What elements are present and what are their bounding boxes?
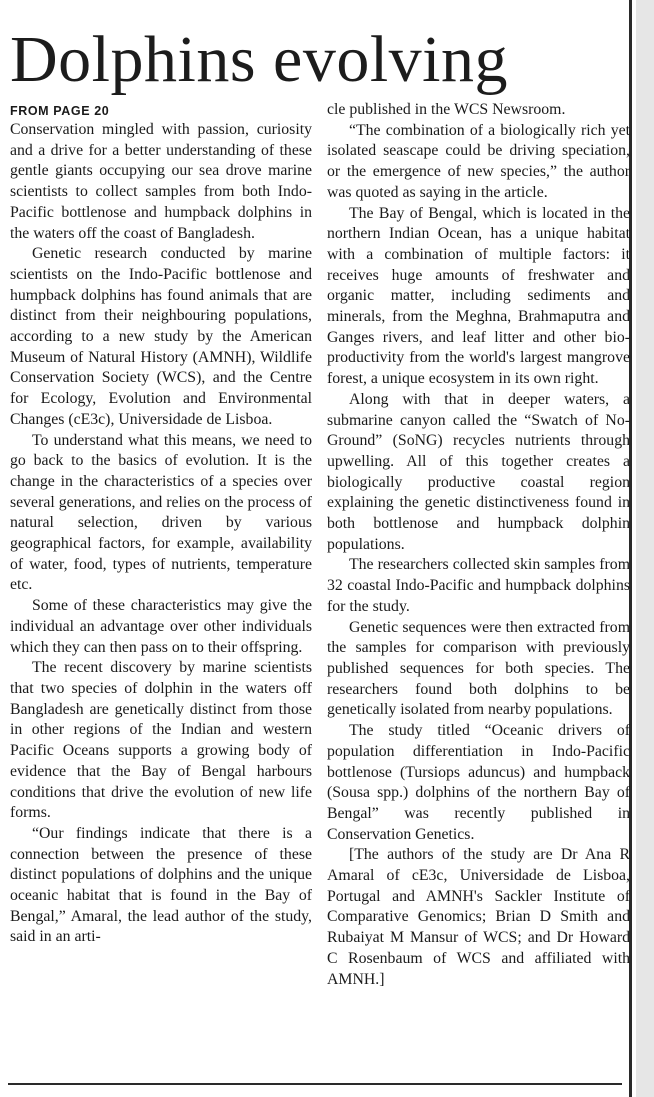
paragraph: The researchers collected skin samples from 32 coastal Indo-Pacific and humpback dolphins for the study.	[327, 556, 630, 615]
bottom-rule	[8, 1083, 622, 1085]
article-column-right	[327, 100, 630, 990]
paragraph: “Our findings indicate that there is a connection between the presence of these distinct populations of dolphins and the unique oceanic habitat that is found in the Bay of Bengal,” Amaral, the lead author of the study, said in an arti-	[10, 824, 312, 946]
paragraph: Conservation mingled with passion, curiosity and a drive for a better understanding of these gentle giants occupying our sea drove marine scientists to collect samples from both Indo-Pacific bottlenose and humpback dolphins in the waters off the coast of Bangladesh.	[10, 121, 312, 242]
page-margin	[636, 0, 654, 1097]
paragraph: The study titled “Oceanic drivers of population differentiation in Indo-Pacific bottlenose (Tursiops aduncus) and humpback (Sousa spp.) dolphins of the northern Bay of Bengal” was recently published in Conservation Genetics.	[327, 722, 630, 843]
paragraph: The Bay of Bengal, which is located in the northern Indian Ocean, has a unique habitat with a combination of multiple factors: it receives huge amounts of freshwater and organic matter, including sediments and minerals, from the Meghna, Brahmaputra and Ganges rivers, and leaf litter and other bio-productivity from the world's largest mangrove forest, a unique ecosystem in its own right.	[327, 204, 630, 388]
paragraph: To understand what this means, we need to go back to the basics of evolution. It is the change in the characteristics of a species over several generations, and relies on the process of natural selection, driven by various geographical factors, for example, availability of water, food, types of nutrients, temperature etc.	[10, 431, 312, 594]
continuation-kicker: FROM PAGE 20	[10, 104, 110, 118]
paragraph: Genetic sequences were then extracted from the samples for comparison with previously published sequences for both species. The researchers found both dolphins to be genetically isolated from nearby populations.	[327, 618, 630, 719]
paragraph-continuation: cle published in the WCS Newsroom.	[327, 101, 566, 118]
paragraph: “The combination of a biologically rich yet isolated seascape could be driving speciation, or the emergence of new species,” the author was quoted as saying in the article.	[327, 121, 630, 201]
author-note: [The authors of the study are Dr Ana R Amaral of cE3c, Universidade de Lisboa, Portugal and AMNH's Sackler Institute of Comparative Genomics; Brian D Smith and Rubaiyat M Mansur of WCS; and Dr Howard C Rosenbaum of WCS and affiliated with AMNH.]	[327, 846, 630, 988]
paragraph: Some of these characteristics may give the individual an advantage over other individuals which they can then pass on to their offspring.	[10, 597, 312, 656]
article-column-left	[10, 100, 312, 948]
paragraph: Genetic research conducted by marine scientists on the Indo-Pacific bottlenose and humpback dolphins has found animals that are distinct from their neighbouring populations, according to a new study by the American Museum of Natural History (AMNH), Wildlife Conservation Society (WCS), and the Centre for Ecology, Evolution and Environmental Changes (cE3c), Universidade de Lisboa.	[10, 245, 312, 428]
paragraph: Along with that in deeper waters, a submarine canyon called the “Swatch of No-Ground” (SoNG) recycles nutrients through upwelling. All of this together creates a biologically productive coastal region explaining the genetic distinctiveness found in both bottlenose and humpback dolphin populations.	[327, 390, 630, 553]
paragraph: The recent discovery by marine scientists that two species of dolphin in the waters off Bangladesh are genetically distinct from those in other regions of the Indian and western Pacific Oceans supports a growing body of evidence that the Bay of Bengal harbours conditions that drive the evolution of new life forms.	[10, 659, 312, 822]
headline: Dolphins evolving	[10, 23, 508, 96]
